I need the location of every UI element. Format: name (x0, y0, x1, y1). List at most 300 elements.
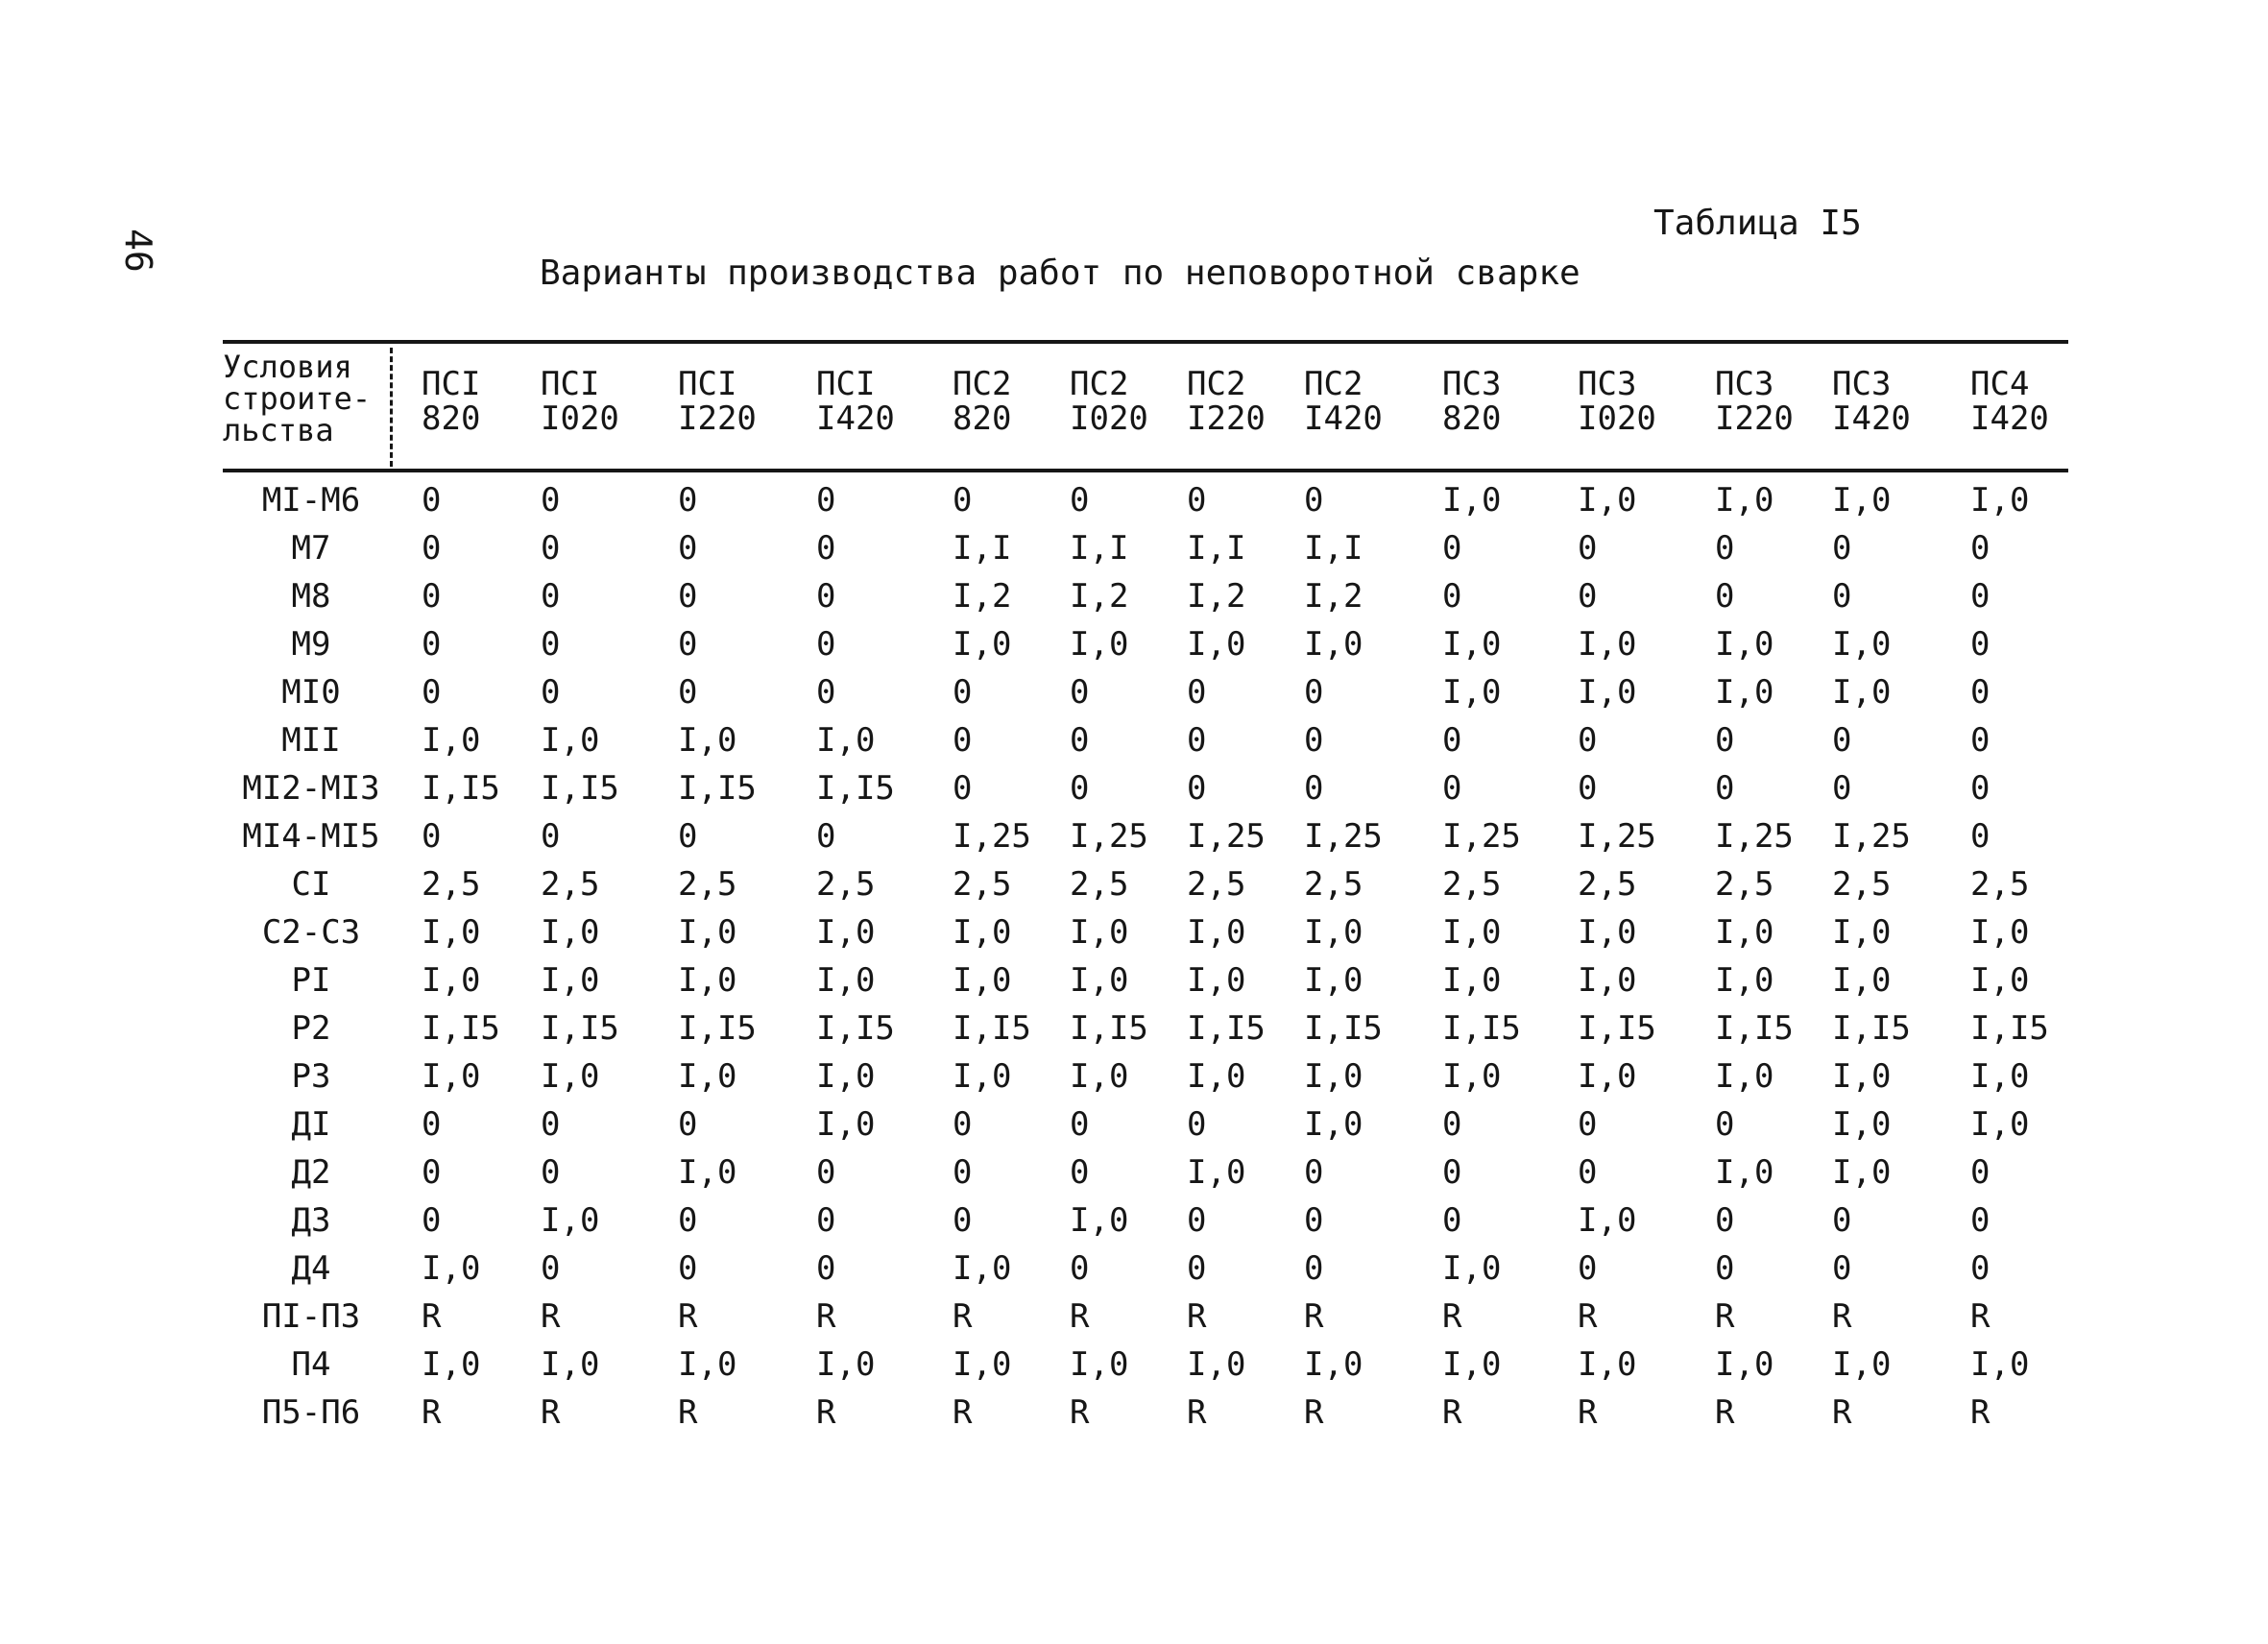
table-cell: I,0 (953, 1057, 1012, 1096)
table-cell: 2,5 (1832, 865, 1892, 904)
table-cell: 0 (816, 1201, 836, 1240)
table-cell: I,0 (1187, 913, 1246, 952)
column-header-line: I220 (1715, 399, 1794, 438)
table-row (0, 1341, 2268, 1389)
table-cell: I,0 (1578, 673, 1637, 712)
table-cell: R (816, 1297, 836, 1336)
table-row (0, 1389, 2268, 1437)
table-row (0, 908, 2268, 956)
table-cell: I,0 (816, 913, 876, 952)
table-cell: 0 (1578, 721, 1598, 760)
column-header-line: I420 (1832, 399, 1911, 438)
table-cell: I,0 (1715, 961, 1774, 1000)
table-cell: I,0 (1187, 1057, 1246, 1096)
table-cell: 0 (1715, 529, 1735, 568)
table-cell: I,0 (422, 1249, 481, 1288)
table-cell: 0 (953, 1105, 973, 1144)
table-cell: I,I5 (816, 769, 895, 808)
table-cell: 2,5 (953, 865, 1012, 904)
table-cell: 0 (422, 1105, 442, 1144)
column-header (1070, 367, 1148, 436)
table-cell: I,0 (1442, 1057, 1502, 1096)
table-cell: I,0 (1970, 1057, 2030, 1096)
row-label: Д3 (291, 1201, 331, 1240)
column-header-line: ПСI (816, 365, 876, 403)
table-cell: I,0 (1578, 913, 1637, 952)
table-cell: 0 (541, 1249, 561, 1288)
table-cell: 0 (422, 577, 442, 616)
table-cell: I,I5 (1187, 1009, 1266, 1048)
table-cell: R (1304, 1297, 1324, 1336)
table-cell: 0 (1304, 769, 1324, 808)
table-cell: I,0 (422, 961, 481, 1000)
table-cell: 2,5 (678, 865, 737, 904)
table-header-rule (223, 469, 2068, 472)
table-cell: 0 (1442, 769, 1462, 808)
table-cell: 0 (1832, 769, 1852, 808)
table-cell: I,0 (1442, 625, 1502, 664)
table-cell: R (953, 1297, 973, 1336)
column-header (1832, 367, 1911, 436)
table-cell: 0 (816, 481, 836, 520)
table-cell: 0 (541, 625, 561, 664)
table-cell: R (1187, 1393, 1207, 1432)
table-cell: 0 (1715, 1249, 1735, 1288)
table-cell: 0 (678, 1249, 698, 1288)
table-cell: I,0 (422, 913, 481, 952)
table-cell: I,0 (1832, 913, 1892, 952)
table-cell: 0 (1832, 577, 1852, 616)
table-cell: 0 (678, 817, 698, 856)
table-cell: I,0 (1187, 961, 1246, 1000)
table-row (0, 1100, 2268, 1148)
table-cell: 0 (422, 529, 442, 568)
table-cell: I,0 (1304, 1105, 1363, 1144)
table-cell: I,0 (1187, 1153, 1246, 1192)
table-row (0, 524, 2268, 572)
table-cell: R (1970, 1393, 1991, 1432)
table-cell: 0 (678, 625, 698, 664)
table-cell: I,I5 (1578, 1009, 1656, 1048)
row-label: МI2-МI3 (242, 769, 380, 808)
table-cell: I,0 (541, 1057, 600, 1096)
table-cell: 0 (953, 1201, 973, 1240)
table-cell: I,0 (1442, 961, 1502, 1000)
table-cell: I,0 (1970, 913, 2030, 952)
table-cell: 0 (678, 673, 698, 712)
table-cell: 0 (1442, 1105, 1462, 1144)
table-cell: 2,5 (1970, 865, 2030, 904)
table-cell: I,0 (422, 1345, 481, 1384)
header-column-separator (390, 348, 393, 467)
table-cell: I,0 (422, 1057, 481, 1096)
column-header-line: ПС3 (1442, 365, 1502, 403)
table-cell: 0 (1442, 577, 1462, 616)
row-label: МI-М6 (261, 481, 361, 520)
table-cell: I,I5 (678, 1009, 757, 1048)
table-cell: R (1578, 1393, 1598, 1432)
table-cell: I,I5 (816, 1009, 895, 1048)
table-cell: I,I5 (422, 1009, 500, 1048)
table-cell: 0 (1715, 1105, 1735, 1144)
table-cell: I,0 (541, 1201, 600, 1240)
table-cell: R (1187, 1297, 1207, 1336)
table-cell: R (1715, 1297, 1735, 1336)
table-cell: 0 (1832, 1249, 1852, 1288)
table-cell: I,I5 (1970, 1009, 2049, 1048)
table-row (0, 476, 2268, 524)
table-cell: I,I (953, 529, 1012, 568)
corner-header-line: строите- (223, 380, 372, 417)
table-row (0, 1004, 2268, 1052)
table-cell: R (1070, 1393, 1090, 1432)
table-cell: 0 (1970, 769, 1991, 808)
table-cell: I,0 (1715, 1345, 1774, 1384)
table-cell: I,0 (1832, 1105, 1892, 1144)
table-cell: R (541, 1297, 561, 1336)
table-cell: 0 (816, 817, 836, 856)
table-cell: I,0 (816, 1057, 876, 1096)
table-cell: 0 (678, 529, 698, 568)
table-cell: R (422, 1297, 442, 1336)
row-label: МI0 (281, 673, 341, 712)
table-cell: 2,5 (1578, 865, 1637, 904)
table-cell: I,0 (1442, 913, 1502, 952)
column-header-line: I420 (1304, 399, 1383, 438)
table-row (0, 620, 2268, 668)
table-cell: I,25 (1070, 817, 1148, 856)
column-header (1970, 367, 2049, 436)
table-cell: 2,5 (1070, 865, 1129, 904)
table-cell: 0 (678, 577, 698, 616)
table-cell: I,0 (1578, 1201, 1637, 1240)
column-header-line: ПС2 (1070, 365, 1129, 403)
column-header-line: ПС2 (1187, 365, 1246, 403)
column-header-line: ПСI (541, 365, 600, 403)
table-row (0, 764, 2268, 812)
table-cell: 0 (422, 673, 442, 712)
row-label: Р2 (291, 1009, 331, 1048)
column-header-line: I220 (1187, 399, 1266, 438)
column-header-line: 820 (953, 399, 1012, 438)
table-cell: R (1304, 1393, 1324, 1432)
table-cell: I,0 (1578, 481, 1637, 520)
table-cell: I,2 (1187, 577, 1246, 616)
table-row (0, 1148, 2268, 1197)
table-cell: I,I (1304, 529, 1363, 568)
table-cell: I,0 (1304, 913, 1363, 952)
table-cell: 0 (1187, 481, 1207, 520)
table-cell: I,0 (678, 1345, 737, 1384)
table-cell: I,0 (1578, 1057, 1637, 1096)
table-cell: 0 (1578, 529, 1598, 568)
table-cell: 0 (422, 481, 442, 520)
table-cell: I,I5 (422, 769, 500, 808)
table-cell: 0 (1187, 1249, 1207, 1288)
table-cell: 0 (1970, 721, 1991, 760)
table-cell: I,0 (816, 1105, 876, 1144)
column-header (1578, 367, 1656, 436)
table-cell: 0 (541, 817, 561, 856)
table-cell: R (1970, 1297, 1991, 1336)
table-cell: 2,5 (541, 865, 600, 904)
table-cell: 0 (1070, 721, 1090, 760)
table-cell: 0 (816, 1249, 836, 1288)
table-cell: 0 (1970, 673, 1991, 712)
table-row (0, 716, 2268, 764)
table-cell: I,0 (1442, 673, 1502, 712)
table-cell: I,0 (1070, 961, 1129, 1000)
table-cell: 0 (1970, 1201, 1991, 1240)
table-cell: I,0 (1970, 1345, 2030, 1384)
table-cell: I,I5 (1832, 1009, 1911, 1048)
table-cell: 0 (1970, 577, 1991, 616)
table-cell: 0 (953, 769, 973, 808)
row-label: М7 (291, 529, 331, 568)
table-cell: I,0 (1442, 481, 1502, 520)
table-cell: 0 (1070, 673, 1090, 712)
page-number: 46 (117, 229, 159, 273)
table-cell: 0 (1578, 1249, 1598, 1288)
column-header-line: I420 (1970, 399, 2049, 438)
table-cell: I,0 (678, 1057, 737, 1096)
table-cell: I,0 (1070, 913, 1129, 952)
table-cell: 2,5 (1187, 865, 1246, 904)
table-cell: 0 (422, 625, 442, 664)
table-cell: I,0 (1187, 625, 1246, 664)
table-cell: 2,5 (1304, 865, 1363, 904)
row-label: СI (291, 865, 331, 904)
table-cell: I,0 (1715, 481, 1774, 520)
table-cell: R (1832, 1297, 1852, 1336)
table-cell: I,I5 (541, 1009, 619, 1048)
table-cell: I,0 (678, 961, 737, 1000)
table-cell: 0 (1442, 1201, 1462, 1240)
table-cell: I,0 (1070, 1345, 1129, 1384)
column-header-line: ПСI (678, 365, 737, 403)
table-cell: 0 (953, 673, 973, 712)
table-cell: 0 (678, 1201, 698, 1240)
table-cell: 0 (1715, 769, 1735, 808)
table-cell: I,I (1070, 529, 1129, 568)
column-header-line: 820 (1442, 399, 1502, 438)
table-cell: I,0 (1070, 1201, 1129, 1240)
column-header-line: ПС2 (1304, 365, 1363, 403)
table-cell: 0 (1304, 481, 1324, 520)
corner-header-line: льства (223, 412, 334, 448)
table-cell: 0 (422, 1201, 442, 1240)
table-cell: I,0 (816, 721, 876, 760)
table-row (0, 668, 2268, 716)
corner-header (223, 351, 371, 447)
column-header-line: ПС3 (1832, 365, 1892, 403)
table-cell: 0 (1070, 1105, 1090, 1144)
column-header-line: 820 (422, 399, 481, 438)
table-cell: R (816, 1393, 836, 1432)
table-cell: 0 (541, 529, 561, 568)
row-label: Д4 (291, 1249, 331, 1288)
table-cell: 2,5 (1715, 865, 1774, 904)
table-cell: 0 (1304, 1153, 1324, 1192)
row-label: МI4-МI5 (242, 817, 380, 856)
table-cell: I,0 (1715, 1153, 1774, 1192)
column-header-line: ПС4 (1970, 365, 2030, 403)
row-label: П4 (291, 1345, 331, 1384)
table-cell: 0 (1970, 817, 1991, 856)
table-cell: 0 (816, 577, 836, 616)
table-cell: 0 (1970, 625, 1991, 664)
table-cell: I,0 (1832, 1153, 1892, 1192)
table-cell: I,I5 (953, 1009, 1031, 1048)
table-cell: 0 (1187, 1105, 1207, 1144)
table-cell: I,0 (1304, 1345, 1363, 1384)
table-cell: 0 (1187, 1201, 1207, 1240)
row-label: Д2 (291, 1153, 331, 1192)
table-cell: I,0 (1832, 1057, 1892, 1096)
table-top-rule (223, 340, 2068, 344)
table-cell: I,0 (1070, 625, 1129, 664)
table-cell: 0 (678, 1105, 698, 1144)
table-row (0, 860, 2268, 908)
table-cell: I,0 (1970, 481, 2030, 520)
table-cell: I,0 (1715, 1057, 1774, 1096)
table-cell: I,I5 (1442, 1009, 1521, 1048)
row-label: С2-С3 (261, 913, 361, 952)
table-cell: 0 (1304, 1249, 1324, 1288)
column-header-line: I420 (816, 399, 895, 438)
table-cell: I,0 (1442, 1345, 1502, 1384)
table-cell: 0 (953, 721, 973, 760)
column-header-line: ПС2 (953, 365, 1012, 403)
table-cell: 0 (422, 1153, 442, 1192)
column-header (422, 367, 480, 436)
table-cell: I,0 (678, 913, 737, 952)
table-cell: 0 (1970, 1153, 1991, 1192)
table-cell: R (1070, 1297, 1090, 1336)
row-label: П5-П6 (261, 1393, 361, 1432)
column-header (541, 367, 619, 436)
column-header (678, 367, 757, 436)
table-cell: 0 (541, 481, 561, 520)
table-cell: I,0 (1832, 481, 1892, 520)
table-cell: R (1715, 1393, 1735, 1432)
table-cell: I,I5 (678, 769, 757, 808)
column-header-line: I020 (1070, 399, 1148, 438)
table-cell: I,I5 (1304, 1009, 1383, 1048)
table-cell: 2,5 (1442, 865, 1502, 904)
column-header-line: ПС3 (1578, 365, 1637, 403)
table-cell: 0 (1304, 673, 1324, 712)
table-row (0, 956, 2268, 1004)
table-cell: I,0 (953, 625, 1012, 664)
table-cell: I,0 (1304, 625, 1363, 664)
table-cell: I,0 (1715, 625, 1774, 664)
table-cell: 0 (678, 481, 698, 520)
table-cell: 0 (1832, 1201, 1852, 1240)
table-cell: 0 (1715, 1201, 1735, 1240)
table-cell: 0 (1070, 769, 1090, 808)
table-cell: I,0 (1970, 1105, 2030, 1144)
table-cell: I,2 (953, 577, 1012, 616)
table-row (0, 1293, 2268, 1341)
table-cell: 0 (1442, 529, 1462, 568)
column-header (953, 367, 1011, 436)
row-label: МII (281, 721, 341, 760)
table-cell: 0 (1578, 769, 1598, 808)
table-cell: 0 (541, 1105, 561, 1144)
column-header-line: I020 (1578, 399, 1656, 438)
table-cell: 0 (422, 817, 442, 856)
table-cell: R (541, 1393, 561, 1432)
row-label: М9 (291, 625, 331, 664)
table-cell: I,I5 (1070, 1009, 1148, 1048)
table-cell: I,0 (953, 913, 1012, 952)
table-cell: 0 (1070, 1249, 1090, 1288)
table-cell: R (1442, 1393, 1462, 1432)
table-cell: 0 (1070, 481, 1090, 520)
table-cell: 0 (1187, 673, 1207, 712)
table-cell: 0 (1578, 1153, 1598, 1192)
table-cell: 2,5 (816, 865, 876, 904)
table-cell: I,0 (1715, 913, 1774, 952)
table-row (0, 572, 2268, 620)
table-cell: I,0 (1832, 625, 1892, 664)
table-cell: I,25 (1187, 817, 1266, 856)
table-cell: I,0 (1578, 625, 1637, 664)
table-cell: 0 (1970, 529, 1991, 568)
table-cell: R (1442, 1297, 1462, 1336)
table-cell: 0 (953, 481, 973, 520)
table-cell: 0 (1187, 721, 1207, 760)
table-cell: I,25 (1715, 817, 1794, 856)
table-cell: I,0 (541, 913, 600, 952)
table-cell: R (678, 1297, 698, 1336)
table-cell: 0 (1442, 1153, 1462, 1192)
table-row (0, 812, 2268, 860)
table-cell: I,25 (1304, 817, 1383, 856)
column-header (816, 367, 895, 436)
table-cell: I,0 (1832, 1345, 1892, 1384)
table-cell: I,25 (1578, 817, 1656, 856)
table-cell: R (678, 1393, 698, 1432)
column-header (1442, 367, 1501, 436)
table-cell: I,0 (953, 1249, 1012, 1288)
table-cell: 0 (541, 577, 561, 616)
table-label: Таблица I5 (1653, 204, 1862, 243)
table-cell: I,0 (1832, 673, 1892, 712)
table-cell: 0 (1715, 577, 1735, 616)
row-label: ПI-П3 (261, 1297, 361, 1336)
table-cell: 0 (1970, 1249, 1991, 1288)
row-label: РI (291, 961, 331, 1000)
column-header-line: ПС3 (1715, 365, 1774, 403)
table-cell: 2,5 (422, 865, 481, 904)
column-header (1304, 367, 1383, 436)
table-cell: I,2 (1070, 577, 1129, 616)
table-cell: I,0 (1970, 961, 2030, 1000)
table-cell: 0 (1070, 1153, 1090, 1192)
table-cell: 0 (1187, 769, 1207, 808)
table-cell: 0 (1442, 721, 1462, 760)
column-header-line: I220 (678, 399, 757, 438)
table-cell: I,0 (953, 1345, 1012, 1384)
table-cell: 0 (816, 529, 836, 568)
table-cell: I,0 (1715, 673, 1774, 712)
column-header (1187, 367, 1266, 436)
table-cell: 0 (953, 1153, 973, 1192)
column-header-line: I020 (541, 399, 619, 438)
table-cell: 0 (541, 673, 561, 712)
